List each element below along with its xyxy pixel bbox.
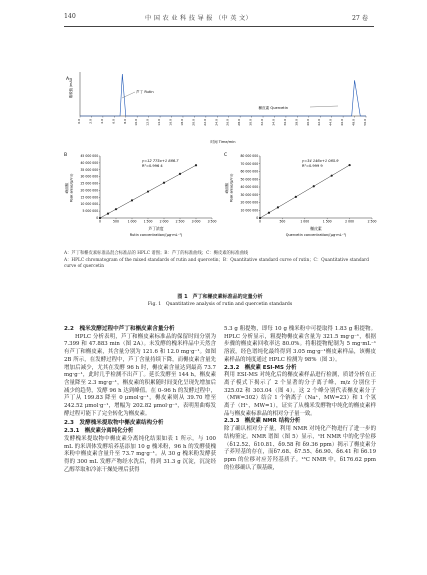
right-column	[224, 326, 376, 472]
quercetin-data-point	[331, 175, 333, 177]
quercetin-y-tick-label: 30 000 000	[240, 192, 259, 197]
rutin-x-tick-label: 3 000	[191, 219, 201, 224]
caption-en: A：HPLC chromatogram of the mixed standards of rutin and quercetin；B：Quantitative standard curve of rutin；C：Quantitative standard curve of quercetin	[64, 258, 369, 269]
quercetin-fit-line	[260, 165, 350, 218]
rutin-panel-label: B	[64, 153, 68, 158]
rutin-xlabel-zh: 芦丁浓度	[148, 226, 164, 231]
quercetin-xlabel-en: Quercetin concentration/(μg·mL⁻¹)	[285, 233, 347, 237]
quercetin-y-tick-label: 40 000 000	[240, 185, 259, 189]
figure-title-en: Fig. 1 Quantitative analysis of rutin and quercetin standards	[147, 302, 293, 307]
rutin-xlabel-en: Rutin concentration/(μg·mL⁻¹)	[129, 233, 183, 237]
x-tick-label: 26.0	[225, 119, 230, 126]
quercetin-y-tick-label: 50 000 000	[240, 177, 259, 182]
rutin-x-tick-label: 2 500	[175, 219, 185, 224]
quercetin-xlabel-zh: 槲皮素	[310, 226, 322, 231]
chromatogram-ticks	[77, 116, 367, 126]
x-tick-label: 32.0	[260, 119, 265, 126]
rutin-y-tick-label: 20 000 000	[80, 188, 99, 193]
quercetin-x-tick-label: 1 000	[300, 219, 310, 224]
figure-title-zh: 图 1 芦丁和槲皮素标准品的定量分析	[177, 294, 263, 300]
quercetin-panel-label: C	[224, 153, 228, 158]
x-tick-label: 4.0	[99, 119, 104, 124]
x-tick-label: 44.0	[328, 119, 333, 126]
page-number: 140	[64, 13, 76, 20]
rutin-r-squared: R²=0.996 4	[142, 164, 163, 168]
x-tick-label: 40.0	[305, 119, 310, 126]
rutin-data-point	[131, 199, 133, 201]
x-tick-label: 36.0	[282, 119, 287, 126]
quercetin-ylabel-zh: 峰面积	[225, 182, 229, 194]
rutin-ylabel-zh: 峰面积	[65, 182, 69, 194]
quercetin-y-tick-label: 70 000 000	[240, 161, 259, 166]
quercetin-data-point	[268, 212, 270, 214]
quercetin-y-tick-label: 20 000 000	[240, 200, 259, 205]
rutin-data-point	[107, 212, 109, 214]
x-tick-label: 0.0	[77, 119, 81, 124]
section-heading-2-3: 2.3 发酵槐米提取物中槲皮素结构分析	[64, 420, 164, 427]
x-tick-label: 22.0	[202, 119, 207, 126]
x-tick-label: 50.0	[363, 119, 367, 126]
chromatogram-figure	[60, 64, 378, 148]
x-tick-label: 18.0	[179, 118, 184, 126]
x-tick-label: 30.0	[248, 119, 253, 126]
section-heading-2-2: 2.2 槐米发酵过程中芦丁和槲皮素含量分析	[64, 326, 175, 332]
quercetin-y-tick-label: 0	[256, 216, 259, 220]
quercetin-x-tick-label: 2 000	[345, 219, 355, 224]
header-rule	[64, 26, 374, 27]
quercetin-ylabel-en: Peak areas/(μV·s)	[229, 173, 234, 203]
chromatogram-ylabel: 吸收值 /mAU	[69, 78, 73, 98]
x-tick-label: 14.0	[157, 119, 162, 126]
quercetin-y-tick-label: 80 000 000	[240, 154, 259, 158]
chromatogram-xlabel: 时间 Time/min	[210, 140, 236, 144]
x-tick-label: 34.0	[271, 119, 276, 126]
rutin-peak-label: 芦丁 Rutin	[136, 90, 154, 94]
x-tick-label: 48.0	[351, 119, 356, 126]
x-tick-label: 16.0	[168, 119, 173, 126]
rutin-x-tick-label: 3 500	[207, 219, 217, 224]
left-column	[64, 326, 216, 474]
rutin-data-point	[195, 164, 197, 166]
rutin-y-tick-label: 10 000 000	[80, 202, 99, 207]
paragraph: HPLC 分析表明，芦丁和槲皮素标准品的保留时间分别为 7.399 和 47.883 min（图 2A）。未发酵的槐米样品中天然含有芦丁和槲皮素，其含量分别为 121.6 和 12.0 mg·g⁻¹。如图 2B 所示，在发酵过程中，芦丁含量持续下降，而槲皮素含量先增加后减少，尤其在发酵 96 h 时，槲皮素含量达到最高 73.7 mg·g⁻¹，此时几乎检测不出芦丁。延长发酵至 144 h，槲皮素含量降至 2.3 mg·g⁻¹，槲皮素的积累随时间变化呈现先增加后减少的趋势，发酵 96 h 达到峰值。在 0–96 h 的发酵过程中，芦丁从 199.83 降至 0 μmol·g⁻¹，槲皮素则从 39.70 增至 242.52 μmol·g⁻¹，增幅为 202.82 μmol·g⁻¹，表明黑曲霉发酵过程可能下了完全转化为槲皮素。	[64, 333, 216, 417]
x-tick-label: 2.0	[88, 119, 93, 124]
rutin-y-tick-label: 35 000 000	[80, 167, 99, 172]
quercetin-x-tick-label: 2 500	[367, 219, 377, 224]
rutin-y-tick-label: 25 000 000	[80, 181, 99, 186]
rutin-data-point	[179, 173, 181, 175]
paragraph: 除了确认相对分子量，利用 NMR 对纯化产物进行了进一步的结构鉴定。NMR 谱图（图 5）显示，¹H NMR 中的化学位移（δ12.52、δ10.81、δ9.58 和 δ9.36 ppm）揭示了槲皮素分子养羟基的存在，而δ7.68、δ7.55、δ6.90、δ6.41 和 δ6.19 ppm 的位移对应芳羟基质子。¹³C NMR 中，δ176.62 ppm 的位移确认了羰基碳，	[224, 426, 376, 471]
rutin-x-tick-label: 1 000	[127, 219, 137, 224]
caption-zh: A：芦丁和槲皮素标准品混合标准品的 HPLC 谱图；B：芦丁的标准曲线；C：槲皮素的标准曲线	[64, 251, 249, 256]
x-tick-label: 38.0	[294, 119, 299, 126]
x-tick-label: 28.0	[237, 119, 242, 126]
paragraph: 利用 ESI-MS 对纯化后的槲皮素样品进行检测，质谱分析在正离子模式下揭示了 2 个显著的分子离子峰，m/z 分别位于 325.02 和 303.04（图 4）。这 2 个峰分别代表槲皮素分子（MW=302）结合 1 个钠离子（Na⁺，MW=23）和 1 个氢离子（H⁺，MW=1），证实了从槐米发酵物中纯化的槲皮素样品与槲皮素标准品的相对分子量一致。	[224, 372, 376, 417]
x-tick-label: 42.0	[317, 119, 322, 126]
x-tick-label: 12.0	[145, 119, 150, 126]
quercetin-y-tick-label: 10 000 000	[240, 208, 259, 213]
rutin-ylabel-en: Peak areas/(μV·s)	[69, 173, 74, 203]
quercetin-data-point	[313, 185, 315, 187]
rutin-x-tick-label: 0	[99, 219, 101, 224]
quercetin-r-squared: R²=0.999 9	[302, 164, 323, 168]
rutin-standard-curve	[62, 148, 220, 248]
quercetin-x-tick-label: 500	[279, 219, 286, 224]
paragraph: 发酵槐米提取物中槲皮素分离纯化结果如表 1 所示，与 100 mL 的米训体发酵培养基添加 10 g 槐米粉，96 h 的发酵使槐米粉中槲皮素含量升至 73.7 mg·g⁻¹。从 30 g 槐米粉发酵获得的 300 mL 发酵产物经水洗后，得到 31.3 g 沉淀，沉淀经乙醇萃取和冷冻干燥处理后获得	[64, 435, 216, 473]
subsection-heading-2-3-2: 2.3.2 槲皮素 ESI-MS 分析	[224, 364, 297, 371]
quercetin-standard-curve	[222, 148, 380, 248]
rutin-data-point	[115, 208, 117, 210]
x-tick-label: 10.0	[134, 119, 139, 126]
rutin-y-tick-label: 0	[96, 216, 99, 220]
quercetin-y-tick-label: 60 000 000	[240, 169, 259, 174]
quercetin-data-point	[295, 196, 297, 198]
x-tick-label: 46.0	[340, 119, 345, 126]
quercetin-equation: y=34 146x+1 085.9	[302, 159, 339, 163]
quercetin-peak-leader	[310, 106, 338, 107]
rutin-y-tick-label: 30 000 000	[80, 174, 99, 179]
volume-label: 27 卷	[352, 15, 369, 22]
rutin-y-tick-label: 5 000 000	[82, 209, 99, 214]
quercetin-data-point	[259, 217, 261, 219]
subsection-heading-2-3-1: 2.3.1 槲皮素分离纯化分析	[64, 428, 134, 435]
x-tick-label: 6.0	[111, 119, 116, 124]
rutin-y-tick-label: 15 000 000	[80, 195, 99, 200]
rutin-y-tick-label: 40 000 000	[80, 160, 99, 165]
rutin-data-point	[99, 217, 101, 219]
quercetin-data-point	[277, 206, 279, 208]
x-tick-label: 20.0	[191, 119, 196, 126]
rutin-data-point	[163, 182, 165, 184]
quercetin-data-point	[349, 164, 351, 166]
rutin-y-tick-label: 45 000 000	[80, 154, 99, 158]
panel-label-a: A	[66, 77, 70, 82]
quercetin-peak-label: 槲皮素 Quercetin	[258, 106, 288, 110]
paragraph: 5.3 g 粗提物，即每 10 g 槐米粉中可提取得 1.83 g 粗提物。HPLC 分析显示，粗提物槲皮素含量为 321.5 mg·g⁻¹，根据步骤的槲皮素回收率达 80.0%。将粗提物配制为 5 mg·mL⁻¹溶液，经色谱纯化最终得到 3.05 mg·g⁻¹槲皮素样品，该槲皮素样品的纯度通过 HPLC 检测为 98%（图 3）。	[224, 326, 376, 363]
chromatogram-trace	[80, 74, 366, 116]
subsection-heading-2-3-3: 2.3.3 槲皮素 NMR 结构分析	[224, 418, 301, 425]
x-tick-label: 8.0	[122, 119, 127, 124]
quercetin-x-tick-label: 1 500	[322, 219, 332, 224]
rutin-x-tick-label: 2 000	[159, 219, 169, 224]
rutin-x-tick-label: 500	[113, 219, 119, 224]
rutin-data-point	[147, 190, 149, 192]
quercetin-x-tick-label: 0	[259, 219, 261, 224]
journal-title: 中 国 农 业 科 技 导 报 （中 英 文）	[145, 15, 253, 22]
rutin-x-tick-label: 1 500	[143, 219, 153, 224]
rutin-equation: y=12 775x+1 886.7	[142, 159, 179, 163]
x-tick-label: 24.0	[214, 119, 219, 126]
